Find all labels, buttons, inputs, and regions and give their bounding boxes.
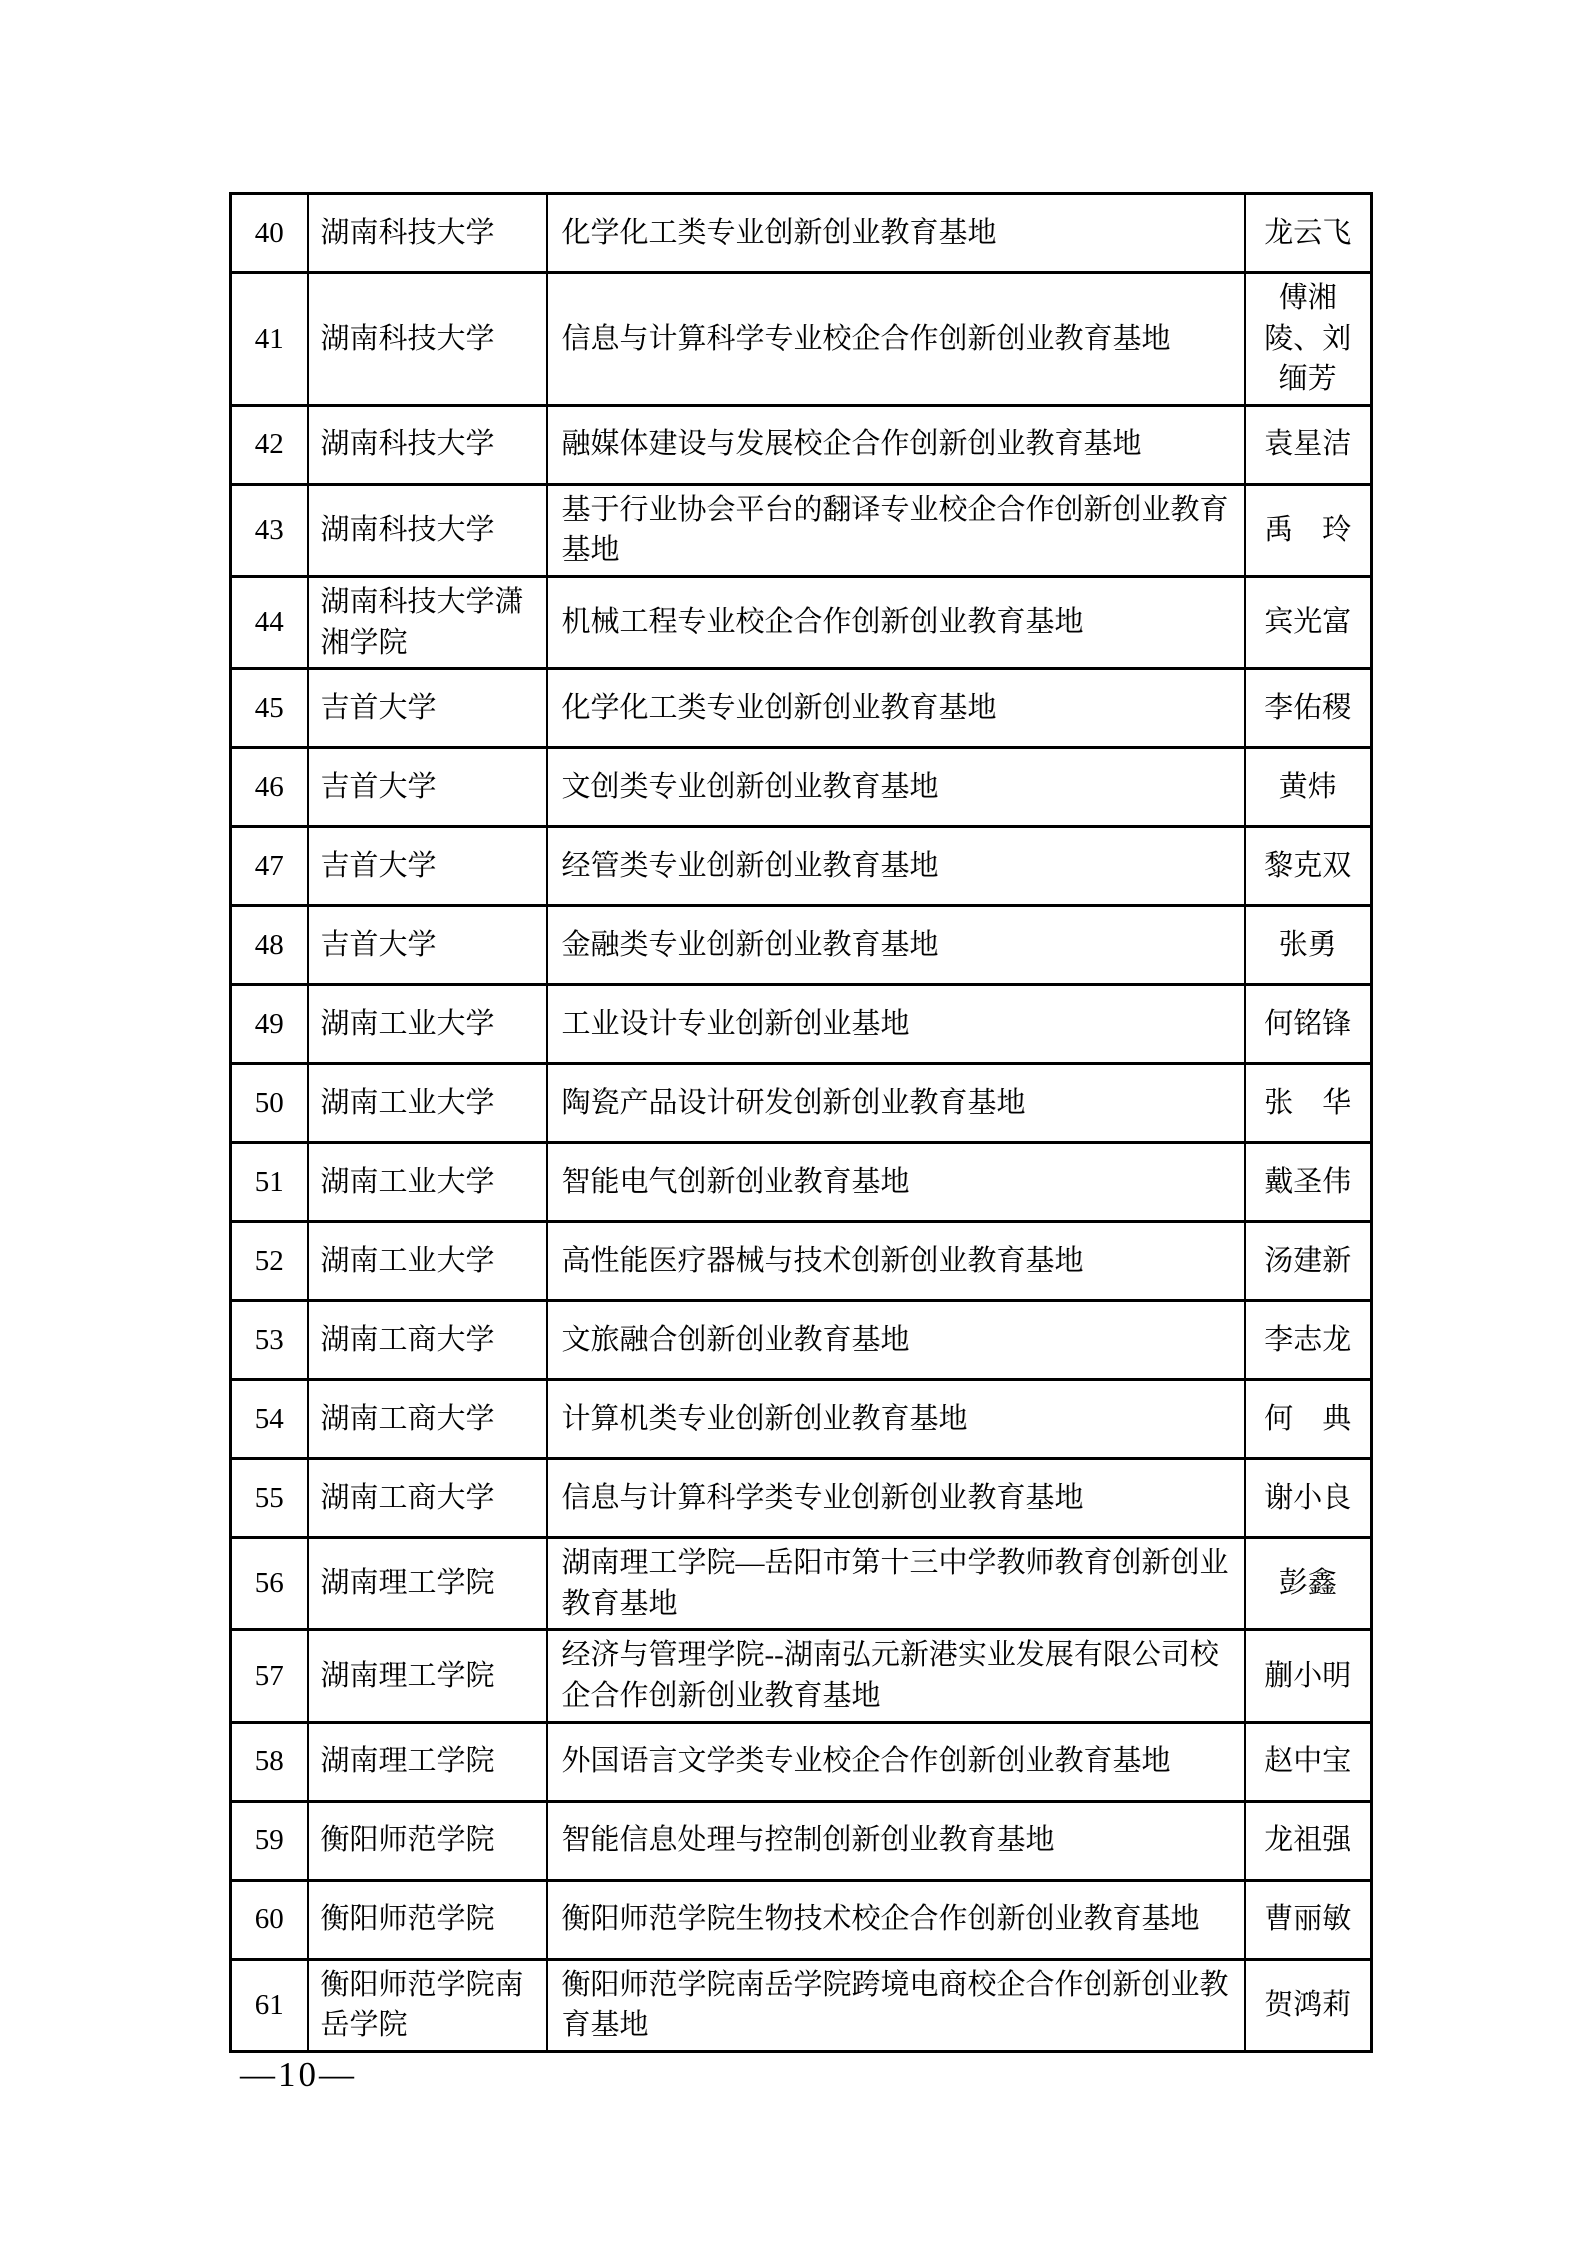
row-number-cell: 54	[231, 1380, 308, 1459]
base-name-cell: 信息与计算科学类专业创新创业教育基地	[547, 1459, 1245, 1538]
row-number-cell: 57	[231, 1630, 308, 1722]
leader-cell: 黄炜	[1245, 748, 1372, 827]
leader-cell: 贺鸿莉	[1245, 1959, 1372, 2051]
table-row	[231, 827, 1372, 906]
base-name-cell: 衡阳师范学院南岳学院跨境电商校企合作创新创业教育基地	[547, 1959, 1245, 2051]
university-cell: 湖南科技大学	[308, 405, 547, 484]
university-cell: 湖南工业大学	[308, 1064, 547, 1143]
row-number-cell: 55	[231, 1459, 308, 1538]
university-cell: 吉首大学	[308, 748, 547, 827]
base-name-cell: 基于行业协会平台的翻译专业校企合作创新创业教育基地	[547, 484, 1245, 576]
row-number-cell: 51	[231, 1143, 308, 1222]
leader-cell: 李佑稷	[1245, 669, 1372, 748]
base-name-cell: 智能信息处理与控制创新创业教育基地	[547, 1801, 1245, 1880]
university-cell: 湖南理工学院	[308, 1630, 547, 1722]
base-name-cell: 融媒体建设与发展校企合作创新创业教育基地	[547, 405, 1245, 484]
row-number-cell: 58	[231, 1722, 308, 1801]
table-row	[231, 1380, 1372, 1459]
university-cell: 吉首大学	[308, 827, 547, 906]
university-cell: 湖南工商大学	[308, 1301, 547, 1380]
leader-cell: 何 典	[1245, 1380, 1372, 1459]
row-number-cell: 45	[231, 669, 308, 748]
row-number-cell: 60	[231, 1880, 308, 1959]
base-name-cell: 经管类专业创新创业教育基地	[547, 827, 1245, 906]
leader-cell: 谢小良	[1245, 1459, 1372, 1538]
table-row	[231, 669, 1372, 748]
table-body	[231, 194, 1372, 2052]
leader-cell: 彭鑫	[1245, 1538, 1372, 1630]
leader-cell: 宾光富	[1245, 576, 1372, 668]
table-row	[231, 405, 1372, 484]
university-cell: 湖南工业大学	[308, 985, 547, 1064]
leader-cell: 龙祖强	[1245, 1801, 1372, 1880]
row-number-cell: 56	[231, 1538, 308, 1630]
table-row	[231, 1722, 1372, 1801]
leader-cell: 傅湘陵、刘缅芳	[1245, 273, 1372, 406]
leader-cell: 汤建新	[1245, 1222, 1372, 1301]
base-name-cell: 外国语言文学类专业校企合作创新创业教育基地	[547, 1722, 1245, 1801]
table-row	[231, 484, 1372, 576]
table-row	[231, 985, 1372, 1064]
leader-cell: 龙云飞	[1245, 194, 1372, 273]
table-row	[231, 1959, 1372, 2051]
base-name-cell: 金融类专业创新创业教育基地	[547, 906, 1245, 985]
base-name-cell: 文创类专业创新创业教育基地	[547, 748, 1245, 827]
leader-cell: 李志龙	[1245, 1301, 1372, 1380]
base-name-cell: 智能电气创新创业教育基地	[547, 1143, 1245, 1222]
university-cell: 湖南工商大学	[308, 1459, 547, 1538]
table-row	[231, 906, 1372, 985]
table-row	[231, 1630, 1372, 1722]
row-number-cell: 47	[231, 827, 308, 906]
leader-cell: 蒯小明	[1245, 1630, 1372, 1722]
base-name-cell: 湖南理工学院—岳阳市第十三中学教师教育创新创业教育基地	[547, 1538, 1245, 1630]
table-row	[231, 273, 1372, 406]
row-number-cell: 52	[231, 1222, 308, 1301]
leader-cell: 禹 玲	[1245, 484, 1372, 576]
leader-cell: 张 华	[1245, 1064, 1372, 1143]
leader-cell: 张勇	[1245, 906, 1372, 985]
row-number-cell: 44	[231, 576, 308, 668]
table-row	[231, 1538, 1372, 1630]
table-row	[231, 748, 1372, 827]
row-number-cell: 42	[231, 405, 308, 484]
row-number-cell: 49	[231, 985, 308, 1064]
leader-cell: 何铭锋	[1245, 985, 1372, 1064]
base-name-cell: 文旅融合创新创业教育基地	[547, 1301, 1245, 1380]
row-number-cell: 53	[231, 1301, 308, 1380]
university-cell: 湖南科技大学潇湘学院	[308, 576, 547, 668]
base-name-cell: 计算机类专业创新创业教育基地	[547, 1380, 1245, 1459]
leader-cell: 赵中宝	[1245, 1722, 1372, 1801]
university-cell: 吉首大学	[308, 906, 547, 985]
table-row	[231, 1143, 1372, 1222]
page-number: —10—	[240, 2055, 357, 2094]
row-number-cell: 50	[231, 1064, 308, 1143]
leader-cell: 曹丽敏	[1245, 1880, 1372, 1959]
university-cell: 湖南科技大学	[308, 194, 547, 273]
base-name-cell: 高性能医疗器械与技术创新创业教育基地	[547, 1222, 1245, 1301]
base-name-cell: 经济与管理学院--湖南弘元新港实业发展有限公司校企合作创新创业教育基地	[547, 1630, 1245, 1722]
leader-cell: 戴圣伟	[1245, 1143, 1372, 1222]
table-row	[231, 1222, 1372, 1301]
row-number-cell: 40	[231, 194, 308, 273]
table-row	[231, 1801, 1372, 1880]
table-row	[231, 576, 1372, 668]
base-name-cell: 化学化工类专业创新创业教育基地	[547, 194, 1245, 273]
base-name-cell: 衡阳师范学院生物技术校企合作创新创业教育基地	[547, 1880, 1245, 1959]
university-cell: 衡阳师范学院	[308, 1801, 547, 1880]
table-row	[231, 1064, 1372, 1143]
base-name-cell: 机械工程专业校企合作创新创业教育基地	[547, 576, 1245, 668]
base-name-cell: 化学化工类专业创新创业教育基地	[547, 669, 1245, 748]
table-row	[231, 1301, 1372, 1380]
row-number-cell: 48	[231, 906, 308, 985]
base-name-cell: 陶瓷产品设计研发创新创业教育基地	[547, 1064, 1245, 1143]
university-cell: 衡阳师范学院	[308, 1880, 547, 1959]
university-cell: 湖南科技大学	[308, 484, 547, 576]
row-number-cell: 61	[231, 1959, 308, 2051]
leader-cell: 黎克双	[1245, 827, 1372, 906]
university-cell: 湖南理工学院	[308, 1538, 547, 1630]
university-cell: 湖南理工学院	[308, 1722, 547, 1801]
university-cell: 湖南工业大学	[308, 1143, 547, 1222]
leader-cell: 袁星洁	[1245, 405, 1372, 484]
university-cell: 衡阳师范学院南岳学院	[308, 1959, 547, 2051]
university-cell: 湖南工业大学	[308, 1222, 547, 1301]
university-cell: 湖南科技大学	[308, 273, 547, 406]
university-cell: 湖南工商大学	[308, 1380, 547, 1459]
row-number-cell: 41	[231, 273, 308, 406]
table-row	[231, 1459, 1372, 1538]
base-name-cell: 信息与计算科学专业校企合作创新创业教育基地	[547, 273, 1245, 406]
table-row	[231, 1880, 1372, 1959]
education-base-table	[229, 192, 1373, 2053]
table-row	[231, 194, 1372, 273]
row-number-cell: 59	[231, 1801, 308, 1880]
row-number-cell: 46	[231, 748, 308, 827]
university-cell: 吉首大学	[308, 669, 547, 748]
base-name-cell: 工业设计专业创新创业基地	[547, 985, 1245, 1064]
row-number-cell: 43	[231, 484, 308, 576]
